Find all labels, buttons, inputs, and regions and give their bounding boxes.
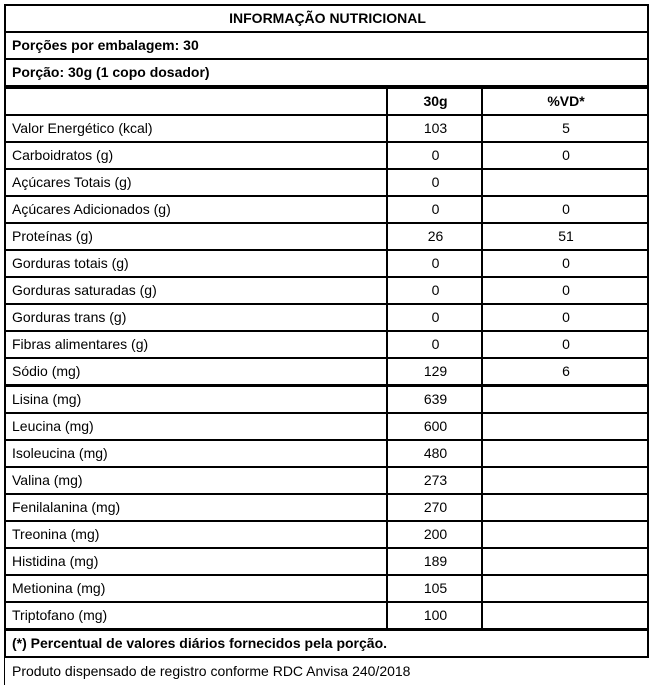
- nutrient-vd: 0: [482, 277, 648, 304]
- nutrient-label: Valina (mg): [5, 467, 387, 494]
- nutrient-amount: 0: [387, 142, 482, 169]
- nutrient-label: Lisina (mg): [5, 386, 387, 414]
- nutrient-label: Fibras alimentares (g): [5, 331, 387, 358]
- portion-row: [5, 59, 648, 87]
- nutrient-label: Gorduras saturadas (g): [5, 277, 387, 304]
- nutrient-amount: 100: [387, 602, 482, 630]
- nutrient-label: Isoleucina (mg): [5, 440, 387, 467]
- nutrient-label: Treonina (mg): [5, 521, 387, 548]
- nutrient-amount: 103: [387, 115, 482, 142]
- regulatory-note: Produto dispensado de registro conforme RDC Anvisa 240/2018: [4, 658, 648, 685]
- table-row-gorduras-saturadas: [5, 277, 648, 304]
- table-row-gorduras-trans: [5, 304, 648, 331]
- nutrient-vd: [482, 386, 648, 414]
- nutrient-vd: 0: [482, 304, 648, 331]
- nutrient-vd: [482, 548, 648, 575]
- portion-size: Porção: 30g (1 copo dosador): [5, 59, 648, 87]
- nutrient-vd: [482, 413, 648, 440]
- table-row-acucares-adicionados: [5, 196, 648, 223]
- nutrient-label: Leucina (mg): [5, 413, 387, 440]
- nutrient-amount: 270: [387, 494, 482, 521]
- nutrient-amount: 0: [387, 277, 482, 304]
- table-title: INFORMAÇÃO NUTRICIONAL: [5, 5, 648, 32]
- nutrient-vd: [482, 521, 648, 548]
- table-row-leucina: [5, 413, 648, 440]
- nutrient-amount: 273: [387, 467, 482, 494]
- nutrient-amount: 480: [387, 440, 482, 467]
- nutrient-label: Triptofano (mg): [5, 602, 387, 630]
- nutrient-amount: 0: [387, 196, 482, 223]
- table-row-sodio: [5, 358, 648, 386]
- footnote-row: [5, 630, 648, 658]
- nutrient-amount: 0: [387, 250, 482, 277]
- nutrient-vd: 51: [482, 223, 648, 250]
- nutrient-label: Gorduras trans (g): [5, 304, 387, 331]
- nutrient-label: Sódio (mg): [5, 358, 387, 386]
- nutrient-label: Proteínas (g): [5, 223, 387, 250]
- table-row-lisina: [5, 386, 648, 414]
- nutrient-amount: 189: [387, 548, 482, 575]
- nutrient-vd: 0: [482, 331, 648, 358]
- nutrient-vd: [482, 494, 648, 521]
- dv-footnote: (*) Percentual de valores diários fornecidos pela porção.: [5, 630, 648, 658]
- nutrient-vd: 0: [482, 142, 648, 169]
- nutrient-label: Carboidratos (g): [5, 142, 387, 169]
- table-title-row: [5, 5, 648, 32]
- nutrient-amount: 105: [387, 575, 482, 602]
- nutrient-amount: 200: [387, 521, 482, 548]
- nutrient-vd: [482, 575, 648, 602]
- nutrient-vd: 0: [482, 250, 648, 277]
- column-header-dv: %VD*: [482, 87, 648, 115]
- nutrient-amount: 600: [387, 413, 482, 440]
- nutrient-vd: [482, 440, 648, 467]
- nutrient-vd: [482, 602, 648, 630]
- nutrient-label: Açúcares Totais (g): [5, 169, 387, 196]
- nutrient-label: Metionina (mg): [5, 575, 387, 602]
- table-row-triptofano: [5, 602, 648, 630]
- nutrient-label: Fenilalanina (mg): [5, 494, 387, 521]
- nutrient-vd: 0: [482, 196, 648, 223]
- nutrient-amount: 129: [387, 358, 482, 386]
- column-header-row: [5, 87, 648, 115]
- nutrient-label: Açúcares Adicionados (g): [5, 196, 387, 223]
- table-row-valor-energetico: [5, 115, 648, 142]
- nutrient-amount: 0: [387, 304, 482, 331]
- table-row-metionina: [5, 575, 648, 602]
- column-header-amount: 30g: [387, 87, 482, 115]
- table-row-valina: [5, 467, 648, 494]
- nutrition-facts-table: [4, 4, 649, 658]
- table-row-acucares-totais: [5, 169, 648, 196]
- table-row-gorduras-totais: [5, 250, 648, 277]
- column-header-blank: [5, 87, 387, 115]
- nutrient-amount: 0: [387, 169, 482, 196]
- table-row-treonina: [5, 521, 648, 548]
- servings-per-package: Porções por embalagem: 30: [5, 32, 648, 59]
- nutrient-label: Histidina (mg): [5, 548, 387, 575]
- table-row-fibras: [5, 331, 648, 358]
- table-row-isoleucina: [5, 440, 648, 467]
- servings-row: [5, 32, 648, 59]
- table-row-carboidratos: [5, 142, 648, 169]
- nutrient-vd: [482, 467, 648, 494]
- nutrient-amount: 0: [387, 331, 482, 358]
- nutrient-vd: 5: [482, 115, 648, 142]
- nutrient-label: Valor Energético (kcal): [5, 115, 387, 142]
- table-row-fenilalanina: [5, 494, 648, 521]
- nutrient-amount: 639: [387, 386, 482, 414]
- table-row-histidina: [5, 548, 648, 575]
- nutrient-label: Gorduras totais (g): [5, 250, 387, 277]
- nutrient-amount: 26: [387, 223, 482, 250]
- table-row-proteinas: [5, 223, 648, 250]
- nutrient-vd: 6: [482, 358, 648, 386]
- nutrient-vd: [482, 169, 648, 196]
